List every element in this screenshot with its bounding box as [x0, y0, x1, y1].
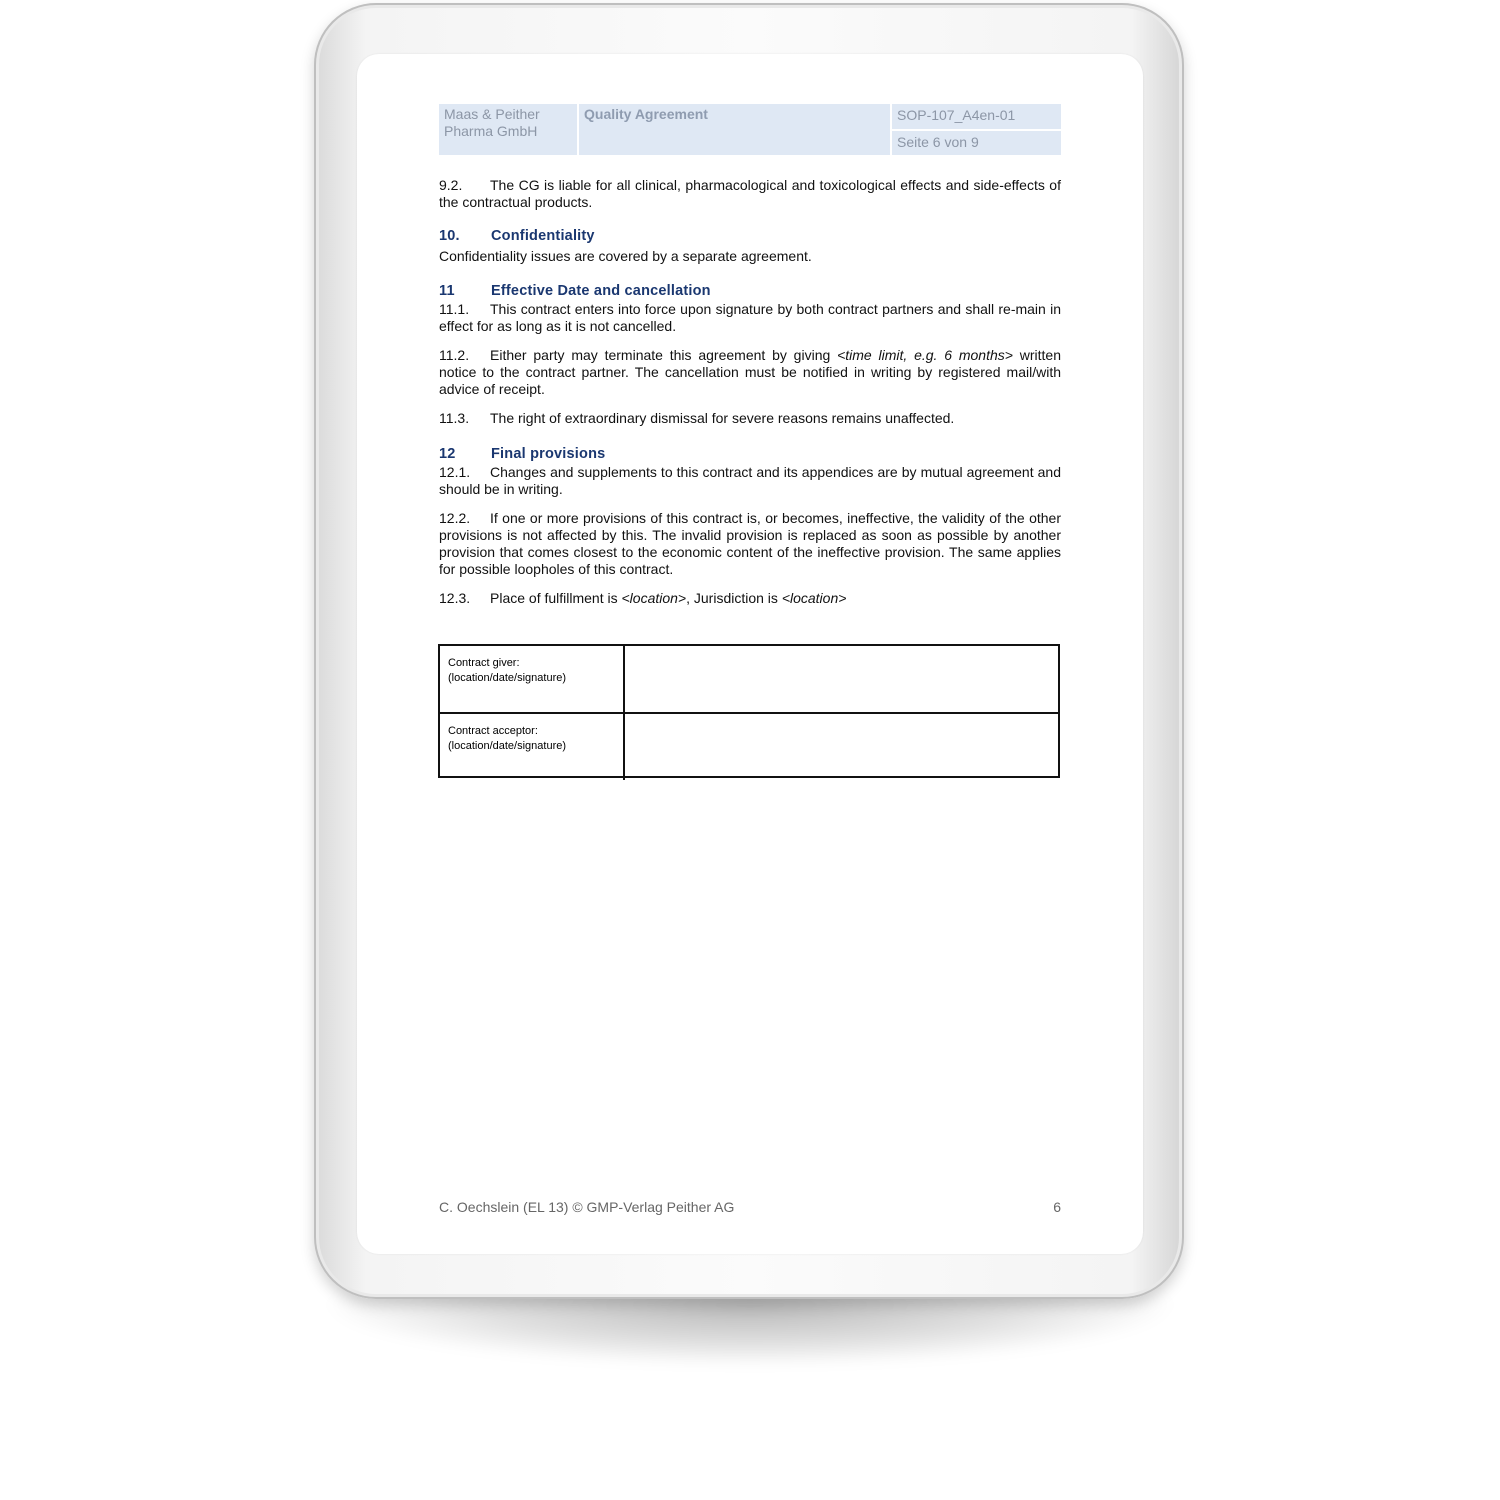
signature-label-giver [440, 646, 625, 712]
paragraph-10 [439, 248, 1061, 265]
paragraph-9-2 [439, 177, 1061, 211]
header-company: Maas & Peither Pharma GmbH [439, 104, 577, 155]
paragraph-number: 11.3. [439, 410, 470, 426]
paragraph-12-1 [439, 464, 1061, 498]
paragraph-11-2 [439, 347, 1061, 398]
paragraph-text: If one or more provisions of this contract is, or becomes, ineffective, the validity of the other provisions is not affected by this. The invalid provision is replaced as soon as possible by another provision that comes closest to the economic content of the ineffective provision. The same applies for possible loopholes of this contract. [439, 510, 1061, 577]
signature-field-giver[interactable] [627, 646, 1058, 712]
section-number: 12 [439, 446, 456, 462]
section-number: 10. [439, 228, 460, 244]
paragraph-number: 12.3. [439, 590, 471, 606]
header-title: Quality Agreement [579, 104, 890, 155]
placeholder-time-limit: <time limit, e.g. 6 months> [837, 347, 1013, 363]
paragraph-text: Either party may terminate this agreement by giving [490, 347, 838, 363]
paragraph-number: 12.2. [439, 510, 471, 526]
section-heading-10 [439, 227, 1061, 245]
paragraph-text-cont: , Jurisdiction is [686, 590, 782, 606]
signature-label-line: Contract acceptor: [448, 725, 538, 737]
header-sop-number: SOP-107_A4en-01 [892, 104, 1061, 129]
section-heading-12 [439, 445, 1061, 463]
footer-copyright: C. Oechslein (EL 13) © GMP-Verlag Peither AG [439, 1199, 735, 1215]
paragraph-11-3 [439, 410, 1061, 427]
signature-label-line: (location/date/signature) [448, 672, 567, 684]
footer-page-number: 6 [1053, 1199, 1061, 1215]
document-header-table [439, 104, 1059, 155]
section-title: Final provisions [491, 446, 606, 462]
paragraph-number: 12.1. [439, 464, 471, 480]
paragraph-text: Changes and supplements to this contract and its appendices are by mutual agreement and should be in writing. [439, 464, 1061, 497]
paragraph-12-3 [439, 590, 1061, 607]
document-footer [439, 1199, 1061, 1215]
paragraph-text: The CG is liable for all clinical, pharmacological and toxicological effects and side-effects of the contractual products. [439, 177, 1061, 210]
paragraph-12-2 [439, 510, 1061, 578]
header-page-of: Seite 6 von 9 [892, 131, 1061, 155]
document-page [439, 104, 1061, 607]
paragraph-number: 11.2. [439, 347, 470, 363]
signature-row-giver [440, 646, 1058, 712]
signature-table [438, 644, 1060, 778]
document-screen [357, 54, 1143, 1254]
signature-row-acceptor [440, 712, 1058, 780]
section-number: 11 [439, 283, 455, 299]
paragraph-number: 9.2. [439, 177, 463, 193]
paragraph-text: The right of extraordinary dismissal for severe reasons remains unaffected. [490, 410, 955, 426]
paragraph-text: Confidentiality issues are covered by a separate agreement. [439, 248, 812, 264]
signature-label-line: Contract giver: [448, 657, 520, 669]
paragraph-11-1 [439, 301, 1061, 335]
signature-label-line: (location/date/signature) [448, 740, 567, 752]
signature-field-acceptor[interactable] [627, 714, 1058, 780]
section-title: Effective Date and cancellation [491, 283, 711, 299]
paragraph-text: Place of fulfillment is [490, 590, 622, 606]
section-title: Confidentiality [491, 228, 595, 244]
paragraph-number: 11.1. [439, 301, 470, 317]
placeholder-location: <location> [621, 590, 687, 606]
paragraph-text: This contract enters into force upon signature by both contract partners and shall re-main in effect for as long as it is not cancelled. [439, 301, 1061, 334]
paragraph-text-cont: written notice to the contract partner. The cancellation must be notified in writing by registered mail/with advice of receipt. [439, 347, 1061, 397]
placeholder-location: <location> [781, 590, 847, 606]
section-heading-11 [439, 282, 1061, 300]
signature-label-acceptor [440, 714, 625, 780]
